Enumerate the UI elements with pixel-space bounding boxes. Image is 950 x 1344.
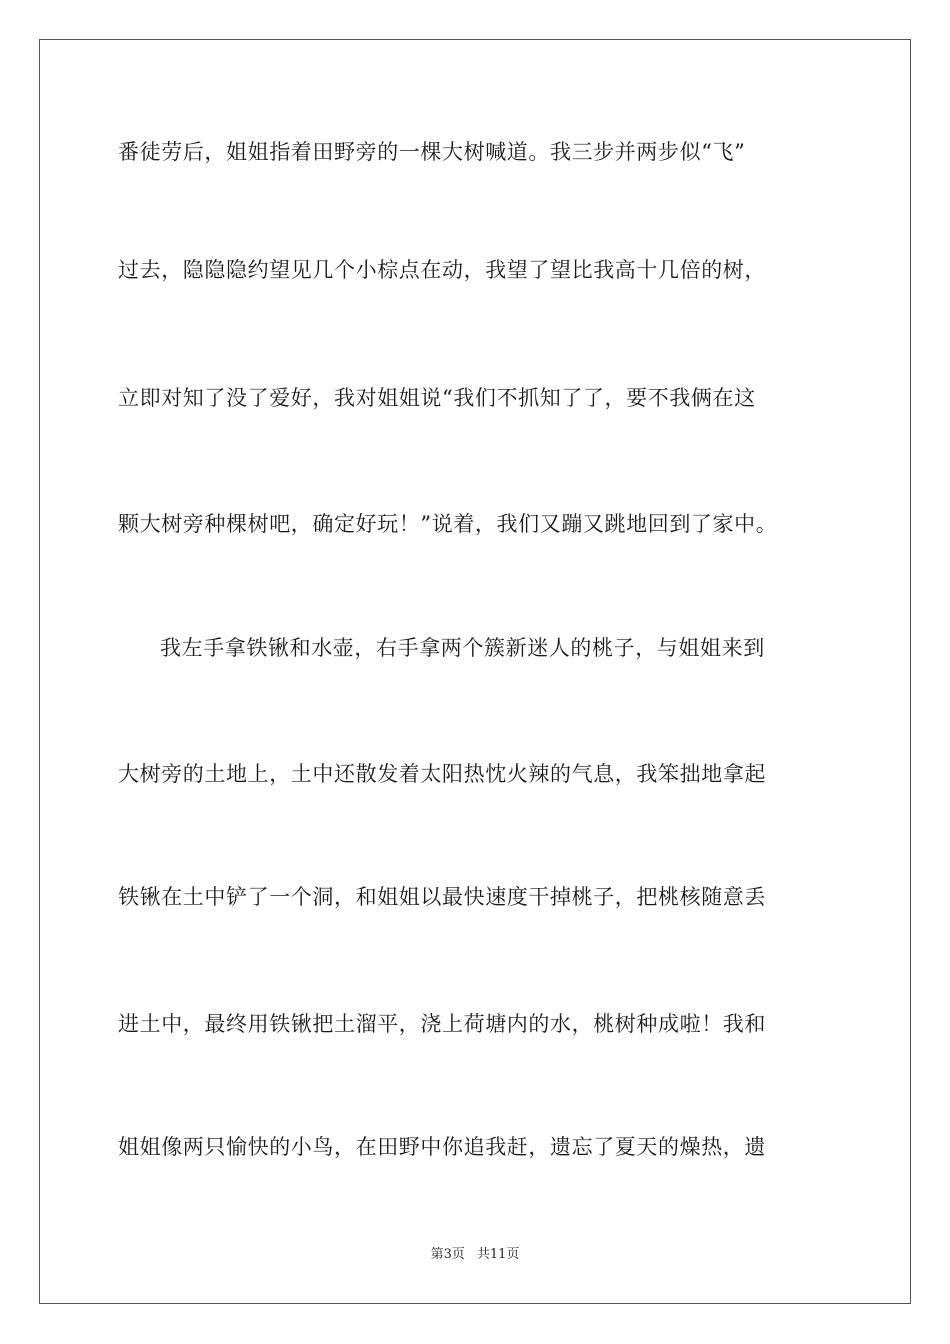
page-total: 共11页: [476, 1247, 520, 1262]
text-line: 颗大树旁种棵树吧，确定好玩！”说着，我们又蹦又跳地回到了家中。: [118, 512, 778, 536]
page-number: 第3页: [430, 1247, 465, 1262]
text-line: 进土中，最终用铁锹把土溜平，浇上荷塘内的水，桃树种成啦！我和: [118, 1012, 766, 1036]
text-line: 大树旁的土地上，土中还散发着太阳热忱火辣的气息，我笨拙地拿起: [118, 762, 766, 786]
page-border: [39, 39, 911, 1304]
page-footer: [0, 1246, 950, 1264]
text-line: 立即对知了没了爱好，我对姐姐说“我们不抓知了了，要不我俩在这: [118, 386, 756, 410]
paragraph-first-line: 我左手拿铁锹和水壶，右手拿两个簇新迷人的桃子，与姐姐来到: [160, 636, 765, 660]
text-line: 姐姐像两只愉快的小鸟，在田野中你追我赶，遗忘了夏天的燥热，遗: [118, 1135, 766, 1159]
text-line: 铁锹在土中铲了一个洞，和姐姐以最快速度干掉桃子，把桃核随意丢: [118, 885, 766, 909]
text-line: 番徒劳后，姐姐指着田野旁的一棵大树喊道。我三步并两步似“飞”: [118, 140, 746, 164]
text-line: 过去，隐隐隐约望见几个小棕点在动，我望了望比我高十几倍的树，: [118, 258, 766, 282]
